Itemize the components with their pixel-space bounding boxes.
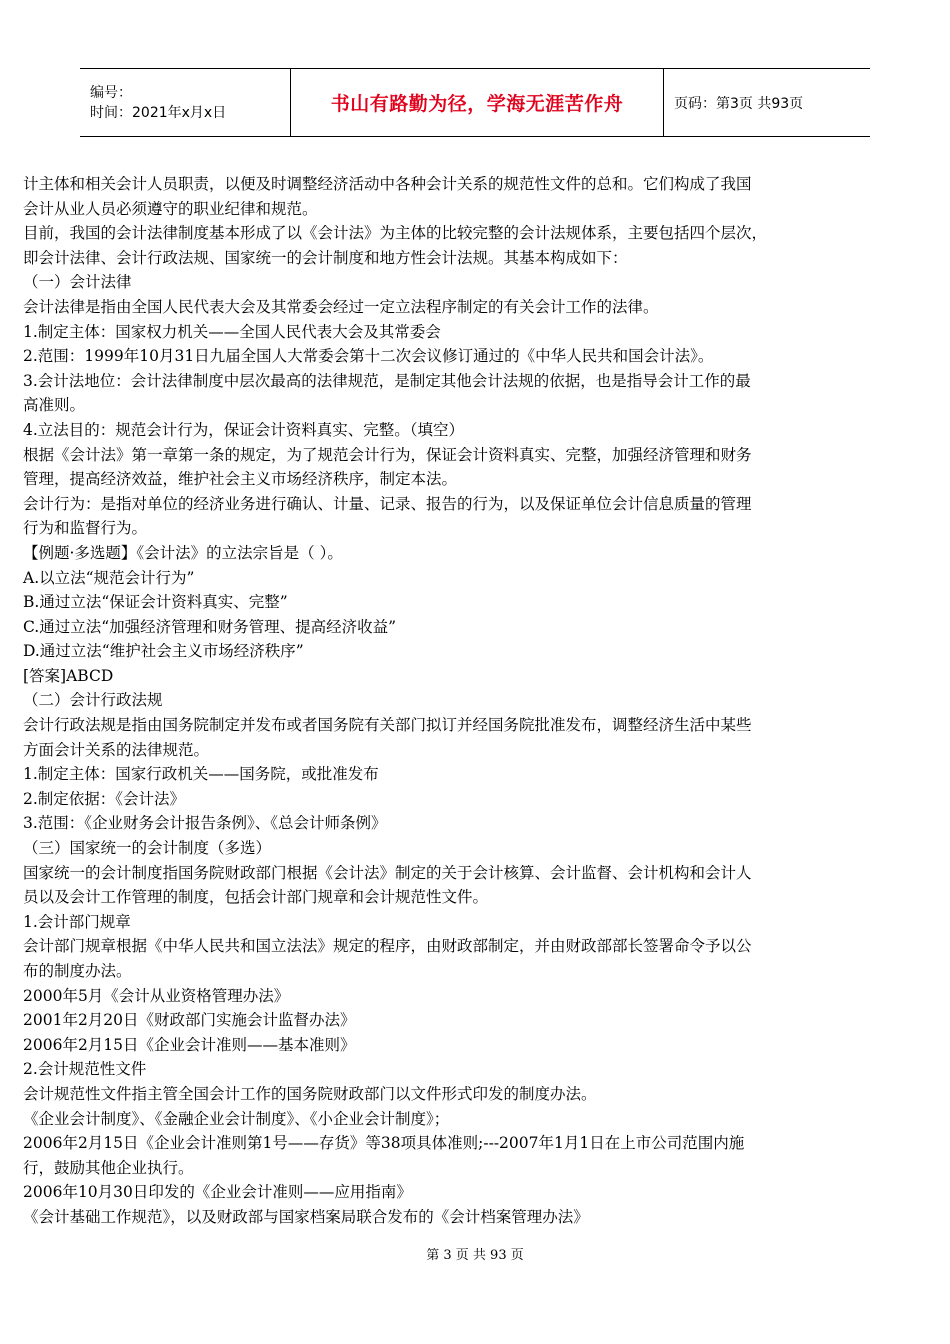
body-line: 目前，我国的会计法律制度基本形成了以《会计法》为主体的比较完整的会计法规体系，主要包括四个层次， bbox=[23, 224, 768, 243]
body-line: D.通过立法“维护社会主义市场经济秩序” bbox=[23, 642, 304, 661]
header-motto-cell bbox=[291, 69, 664, 137]
body-line: 方面会计关系的法律规范。 bbox=[23, 740, 210, 759]
body-line: （二）会计行政法规 bbox=[23, 691, 163, 710]
body-line: 1.制定主体：国家权力机关——全国人民代表大会及其常委会 bbox=[23, 322, 441, 341]
body-line: （一）会计法律 bbox=[23, 273, 132, 292]
body-line: 2000年5月《会计从业资格管理办法》 bbox=[23, 986, 290, 1005]
header-motto: 书山有路勤为径，学海无涯苦作舟 bbox=[330, 93, 624, 115]
body-line: 行为和监督行为。 bbox=[23, 519, 148, 538]
header-table bbox=[80, 68, 870, 137]
body-line: 2006年2月15日《企业会计准则第1号——存货》等38项具体准则;---2007年1月1日在上市公司范围内施 bbox=[23, 1134, 745, 1153]
body-line: A.以立法“规范会计行为” bbox=[23, 568, 195, 587]
body-line: 根据《会计法》第一章第一条的规定，为了规范会计行为，保证会计资料真实、完整，加强经济管理和财务 bbox=[23, 445, 752, 464]
body-line: 【例题·多选题】《会计法》的立法宗旨是（ ）。 bbox=[23, 543, 343, 562]
body-line: 2001年2月20日《财政部门实施会计监督办法》 bbox=[23, 1011, 356, 1030]
body-line: 4.立法目的：规范会计行为，保证会计资料真实、完整。（填空） bbox=[23, 420, 465, 439]
body-line: 行，鼓励其他企业执行。 bbox=[23, 1158, 194, 1177]
body-line: 计主体和相关会计人员职责，以便及时调整经济活动中各种会计关系的规范性文件的总和。它们构成了我国 bbox=[23, 175, 752, 193]
document-number-label: 编号： bbox=[90, 84, 132, 101]
body-line: 会计行政法规是指由国务院制定并发布或者国务院有关部门拟订并经国务院批准发布，调整经济生活中某些 bbox=[23, 716, 752, 735]
body-line: 会计规范性文件指主管全国会计工作的国务院财政部门以文件形式印发的制度办法。 bbox=[23, 1084, 597, 1103]
body-line: 即会计法律、会计行政法规、国家统一的会计制度和地方性会计法规。其基本构成如下： bbox=[23, 248, 628, 267]
body-line: 2.会计规范性文件 bbox=[23, 1060, 147, 1079]
body-line: 管理，提高经济效益，维护社会主义市场经济秩序，制定本法。 bbox=[23, 470, 458, 489]
body-line: 员以及会计工作管理的制度，包括会计部门规章和会计规范性文件。 bbox=[23, 888, 489, 907]
document-body bbox=[23, 172, 928, 1230]
body-line: [答案]ABCD bbox=[23, 666, 114, 685]
body-line: 1.会计部门规章 bbox=[23, 912, 131, 931]
body-line: 3.会计法地位：会计法律制度中层次最高的法律规范，是制定其他会计法规的依据，也是指导会计工作的最 bbox=[23, 371, 751, 390]
body-line: 高准则。 bbox=[23, 396, 86, 415]
body-line: 会计部门规章根据《中华人民共和国立法法》规定的程序，由财政部制定，并由财政部部长签署命令予以公 bbox=[23, 937, 752, 956]
body-line: B.通过立法“保证会计资料真实、完整” bbox=[23, 593, 288, 612]
body-line: 2006年10月30日印发的《企业会计准则——应用指南》 bbox=[23, 1183, 412, 1202]
body-line: 《会计基础工作规范》，以及财政部与国家档案局联合发布的《会计档案管理办法》 bbox=[23, 1207, 589, 1226]
body-line: 《企业会计制度》、《金融企业会计制度》、《小企业会计制度》； bbox=[23, 1109, 450, 1128]
page-footer: 第 3 页 共 93 页 bbox=[426, 1248, 524, 1263]
body-line: 1.制定主体：国家行政机关——国务院，或批准发布 bbox=[23, 765, 379, 784]
body-line: 2.范围：1999年10月31日九届全国人大常委会第十二次会议修订通过的《中华人民共和国会计法》。 bbox=[23, 347, 714, 366]
body-line: 会计从业人员必须遵守的职业纪律和规范。 bbox=[23, 199, 318, 218]
body-line: 国家统一的会计制度指国务院财政部门根据《会计法》制定的关于会计核算、会计监督、会计机构和会计人 bbox=[23, 863, 752, 882]
body-line: 会计行为：是指对单位的经济业务进行确认、计量、记录、报告的行为，以及保证单位会计信息质量的管理 bbox=[23, 494, 752, 513]
body-line: 布的制度办法。 bbox=[23, 962, 132, 980]
document-time-label: 时间：2021年x月x日 bbox=[90, 104, 227, 121]
body-line: （三）国家统一的会计制度（多选） bbox=[23, 839, 272, 858]
body-line: 会计法律是指由全国人民代表大会及其常委会经过一定立法程序制定的有关会计工作的法律。 bbox=[23, 297, 659, 316]
body-line: 2006年2月15日《企业会计准则——基本准则》 bbox=[23, 1035, 356, 1054]
body-line: C.通过立法“加强经济管理和财务管理、提高经济收益” bbox=[23, 617, 397, 636]
header-meta-cell bbox=[80, 69, 291, 137]
body-line: 2.制定依据：《会计法》 bbox=[23, 789, 186, 808]
body-line: 3.范围：《企业财务会计报告条例》、《总会计师条例》 bbox=[23, 814, 387, 833]
header-page-info: 页码：第3页 共93页 bbox=[664, 69, 871, 137]
